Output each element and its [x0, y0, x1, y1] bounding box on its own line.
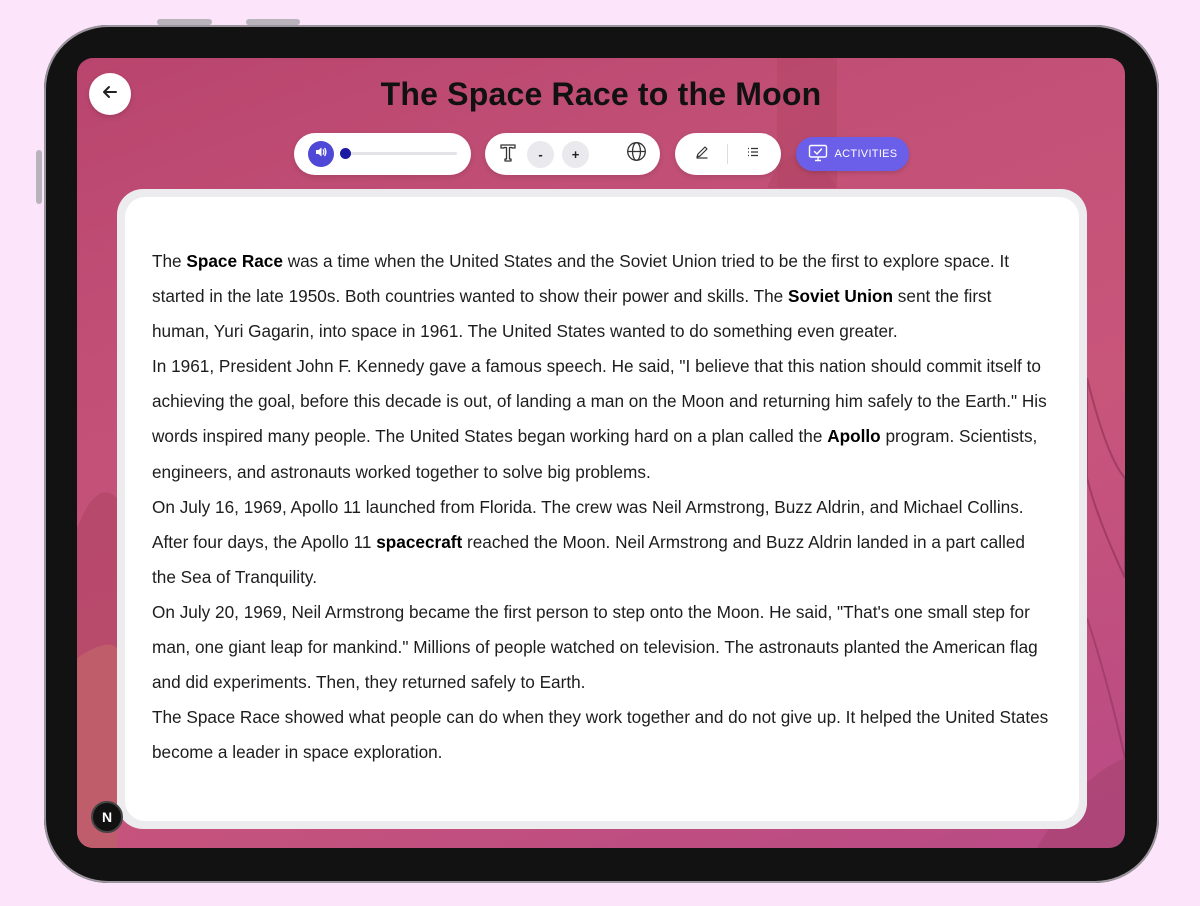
list-icon [746, 145, 760, 164]
font-button[interactable] [497, 142, 521, 166]
volume-button[interactable] [308, 141, 334, 167]
audio-player [294, 133, 471, 175]
activities-button[interactable] [796, 137, 909, 171]
highlighted-term: Apollo [827, 426, 881, 447]
page-title: The Space Race to the Moon [380, 76, 822, 112]
highlight-button[interactable] [694, 146, 710, 162]
article-paragraph [152, 349, 1052, 489]
paragraph-text: program. Scientists, engineers, and astronauts worked together to solve big problems. [152, 426, 1038, 482]
toolbar-divider [727, 144, 728, 164]
device-power-button [36, 150, 42, 204]
article-paragraph [152, 700, 1052, 770]
reading-tools [675, 133, 781, 175]
audio-progress-slider[interactable] [343, 152, 457, 155]
text-format-icon [498, 141, 520, 168]
audio-progress-thumb[interactable] [340, 148, 351, 159]
highlighted-term: Soviet Union [787, 286, 894, 307]
tablet-screen [77, 58, 1125, 848]
article-text [152, 244, 1052, 770]
list-button[interactable] [745, 146, 761, 162]
paragraph-text: On July 20, 1969, Neil Armstrong became the first person to step onto the Moon. He said, "That's one small step for man, one giant leap for mankind." Millions of people watched on television. The astronauts planted the American flag and did experiments. Then, they returned safely to Earth. [152, 601, 1038, 693]
reading-card [117, 189, 1087, 829]
paragraph-text: was a time when the United States and the Soviet Union tried to be the first to explore space. It started in the late 1950s. Both countries wanted to show their power and skills. The [152, 251, 1010, 307]
reading-card-body[interactable] [125, 197, 1079, 821]
article-paragraph [152, 595, 1052, 700]
article-paragraph [152, 244, 1052, 349]
increase-text-size-button[interactable]: + [562, 141, 589, 168]
text-controls [485, 133, 660, 175]
paragraph-text: In 1961, President John F. Kennedy gave a famous speech. He said, "I believe that this nation should commit itself to achieving the goal, before this decade is out, of landing a man on the Moon and returning him safely to the Earth." His words inspired many people. The United States began working hard on a plan called the [152, 356, 1047, 447]
globe-icon [626, 141, 647, 167]
highlighted-term: spacecraft [376, 531, 463, 552]
paragraph-text: sent the first human, Yuri Gagarin, into space in 1961. The United States wanted to do something even greater. [152, 286, 992, 342]
language-button[interactable] [624, 142, 648, 166]
activities-label: ACTIVITIES [834, 148, 898, 160]
article-paragraph [152, 490, 1052, 595]
paragraph-text: The Space Race showed what people can do when they work together and do not give up. It helped the United States become a leader in space exploration. [152, 707, 1049, 763]
decrease-text-size-button[interactable]: - [527, 141, 554, 168]
next-badge[interactable]: N [91, 801, 123, 833]
monitor-icon [808, 144, 828, 165]
paragraph-text: reached the Moon. Neil Armstrong and Buzz Aldrin landed in a part called the Sea of Tranquility. [152, 531, 1025, 587]
paragraph-text: The [152, 251, 187, 271]
pen-icon [695, 145, 709, 164]
paragraph-text: On July 16, 1969, Apollo 11 launched from Florida. The crew was Neil Armstrong, Buzz Aldrin, and Michael Collins. After four days, the Apollo 11 [152, 496, 1024, 552]
speaker-icon [314, 145, 328, 164]
highlighted-term: Space Race [186, 251, 283, 271]
